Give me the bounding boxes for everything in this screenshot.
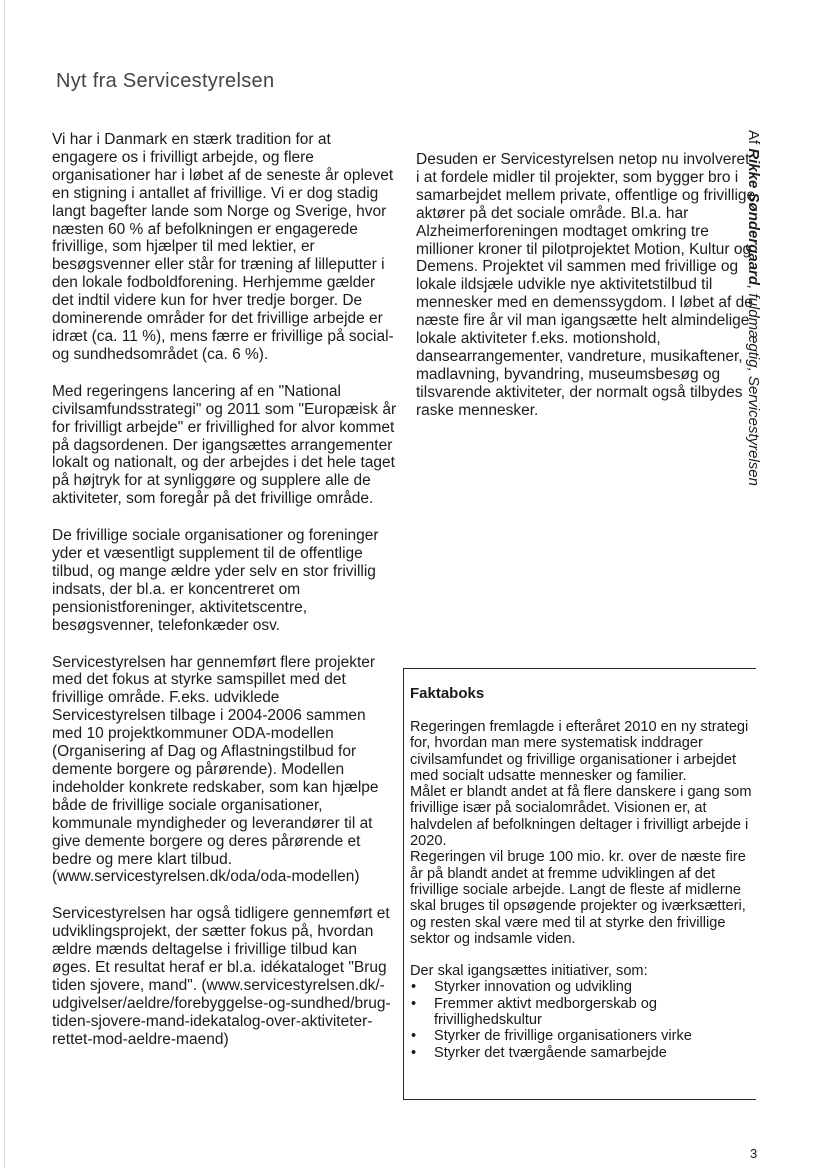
page-number: 3 [750,1146,758,1161]
paragraph-volunteering-tradition: Vi har i Danmark en stærk tradition for at engagere os i frivilligt arbejde, og flere organisationer har i løbet af de seneste år oplevet en stigning i antallet af frivillige. Vi er dog stadig langt bagefter lande som Norge og Sverige, hvor næsten 60 % af befolkningen er engagerede frivillige, som hjælper til med lektier, er besøgsvenner eller står for træning af lilleputter i den lokale fodboldforening. Herhjemme gælder det indtil videre kun for hver tredje borger. De dominerende områder for det frivillige arbejde er idræt (ca. 11 %), mens færre er frivillige på social- og sundhedsområdet (ca. 6 %). [52,131,394,363]
paragraph-civil-society-strategy: Med regeringens lancering af en "National civilsamfundsstrategi" og 2011 som "Europæisk år for frivilligt arbejde" er frivillighed for alvor kommet på dagsordenen. Der igangsættes arrangementer lokalt og nationalt, og der arbejdes i det hele taget på højtryk for at synliggøre og supplere alle de aktiviteter, som foregår på det frivillige område. [52,382,397,508]
fact-box-title: Faktaboks [410,685,485,702]
page-heading: Nyt fra Servicestyrelsen [56,70,275,92]
initiatives-intro: Der skal igangsættes initiativer, som: [410,963,648,980]
list-item: • Styrker de frivillige organisationers virke [411,1028,692,1045]
list-item: • Styrker innovation og udvikling [411,979,632,996]
initiatives-list [410,979,756,1060]
bullet-icon: • [411,979,417,996]
fact-box-paragraph: Regeringen fremlagde i efteråret 2010 en ny strategi for, hvordan man mere systematisk inddrager civilsamfundet og frivillige organisationer i arbejdet med socialt udsatte mennesker og familier. [410,719,749,784]
page-edge-line [4,0,5,1168]
fact-box-paragraph: Regeringen vil bruge 100 mio. kr. over de næste fire år på blandt andet at fremme udviklingen af det frivillige sociale arbejde. Langt de fleste af midlerne skal bruges til opsøgende projekter og iværksætteri, og resten skal være med til at styrke den frivillige sektor og indsamle viden. [410,849,746,947]
list-item: • Fremmer aktivt medborgerskab og frivillighedskultur [411,995,658,1029]
fact-box [403,668,756,1100]
paragraph-idea-catalogue: Servicestyrelsen har også tidligere gennemført et udviklingsprojekt, der sætter fokus på, hvordan ældre mænds deltagelse i frivillige tilbud kan øges. Et resultat heraf er bl.a. idékataloget "Brug tiden sjovere, mand". (www.servicestyrelsen.dk/-udgivelser/aeldre/forebyggelse-og-sundhed/brug-tiden-sjovere-mand-idekatalog-over-aktiviteter-rettet-mod-aeldre-maend) [52,905,391,1048]
paragraph-social-organisations: De frivillige sociale organisationer og foreninger yder et væsentligt supplement til de offentlige tilbud, og mange ældre yder selv en stor frivillig indsats, der bl.a. er koncentreret om pensionistforeninger, aktivitetscentre, besøgsvenner, telefonkæder osv. [52,527,379,634]
list-item: • Styrker det tværgående samarbejde [411,1044,667,1061]
author-name: Rikke Søndergaard [745,148,762,286]
bullet-icon: • [411,995,417,1012]
right-column [416,151,756,420]
author-byline [745,130,762,486]
bullet-icon: • [411,1044,417,1061]
paragraph-oda-model: Servicestyrelsen har gennemført flere projekter med det fokus at styrke samspillet med det frivillige område. F.eks. udviklede Servicestyrelsen tilbage i 2004-2006 sammen med 10 projektkommuner ODA-modellen (Organisering af Dag og Aflastningstilbud for demente borgere og pårørende). Modellen indeholder konkrete redskaber, som kan hjælpe både de frivillige sociale organisationer, kommunale myndigheder og leverandører til at give demente borgere og deres pårørende et bedre og mere klart tilbud. (www.servicestyrelsen.dk/oda/oda-modellen) [52,653,379,886]
byline-prefix: Af [745,130,762,149]
paragraph-alzheimer-project: Desuden er Servicestyrelsen netop nu involveret i at fordele midler til projekter, som bygger bro i samarbejdet mellem private, offentlige og frivillige aktører på det sociale område. Bl.a. har Alzheimerforeningen modtaget omkring tre millioner kroner til pilotprojektet Motion, Kultur og Demens. Projektet vil sammen med frivillige og lokale ildsjæle udvikle nye aktivitetstilbud til mennesker med en demenssygdom. I løbet af de næste fire år vil man igangsætte helt almindelige lokale aktiviteter f.eks. motionshold, dansearrangementer, vandreture, musikaftener, madlavning, byvandring, museumsbesøg og tilsvarende aktiviteter, der normalt også tilbydes raske mennesker. [416,151,756,419]
bullet-icon: • [411,1028,417,1045]
left-column [52,131,397,1049]
fact-box-paragraph: Målet er blandt andet at få flere danskere i gang som frivillige især på socialområdet. Visionen er, at halvdelen af befolkningen deltager i frivilligt arbejde i 2020. [410,784,752,850]
author-role: , fuldmægtig, Servicestyrelsen [745,285,762,486]
